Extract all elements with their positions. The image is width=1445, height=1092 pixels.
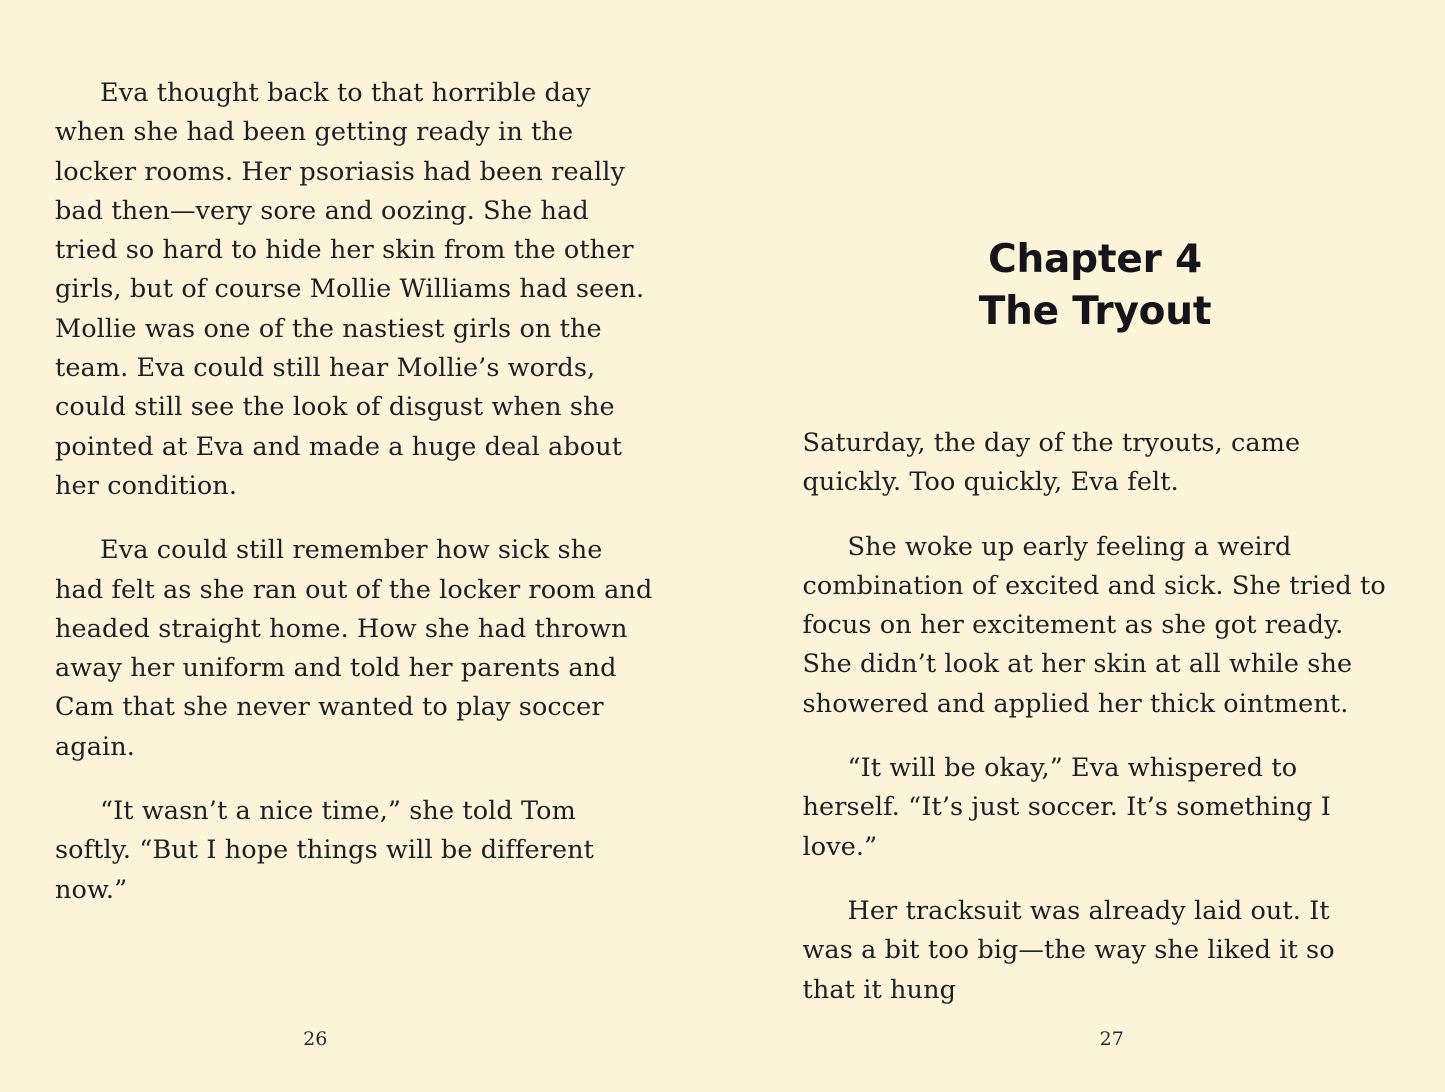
paragraph: “It wasn’t a nice time,” she told Tom softly. “But I hope things will be different now.” bbox=[55, 796, 595, 905]
chapter-heading bbox=[803, 234, 1388, 338]
paragraph: Eva thought back to that horrible day when she had been getting ready in the locker rooms. Her psoriasis had been really bad then—very sore and oozing. She had tried so hard to hide her skin from the other girls, but of course Mollie Williams had seen. Mollie was one of the nastiest girls on the team. Eva could still hear Mollie’s words, could still see the look of disgust when she pointed at Eva and made a huge deal about her condition. bbox=[55, 78, 645, 501]
paragraph: She woke up early feeling a weird combination of excited and sick. She tried to focus on her excitement as she got ready. She didn’t look at her skin at all while she showered and applied her thick ointment. bbox=[802, 531, 1386, 719]
right-page bbox=[723, 0, 1445, 1092]
chapter-number: Chapter 4 bbox=[988, 237, 1202, 282]
right-page-text-column bbox=[803, 74, 1388, 1035]
page-number: 27 bbox=[1099, 1028, 1124, 1050]
paragraph: Eva could still remember how sick she had felt as she ran out of the locker room and headed straight home. How she had thrown away her uniform and told her parents and Cam that she never wanted to play soccer again. bbox=[55, 535, 653, 762]
paragraph: Saturday, the day of the tryouts, came quickly. Too quickly, Eva felt. bbox=[802, 428, 1301, 498]
paragraph: “It will be okay,” Eva whispered to herself. “It’s just soccer. It’s something I love.” bbox=[802, 753, 1331, 862]
paragraph: Her tracksuit was already laid out. It was a bit too big—the way she liked it so that it hung bbox=[802, 895, 1335, 1005]
page-number: 26 bbox=[303, 1028, 328, 1050]
chapter-spacer bbox=[803, 338, 1388, 424]
left-page-text-column bbox=[55, 74, 655, 935]
chapter-title: The Tryout bbox=[978, 289, 1212, 334]
